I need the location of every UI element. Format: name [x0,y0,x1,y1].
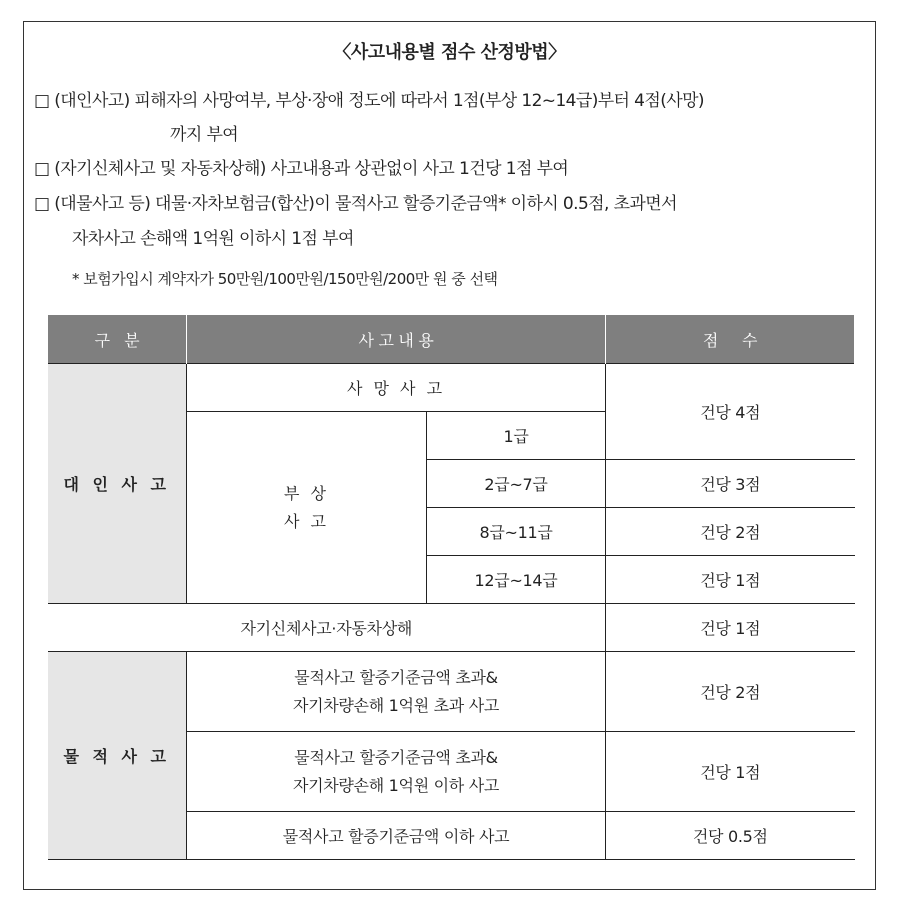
header-category: 구 분 [48,315,187,364]
content-self-injury: 자기신체사고·자동차상해 [48,604,606,652]
content-property-1 [187,652,606,732]
document-frame [23,21,876,890]
paragraph-property-line1: □ (대물사고 등) 대물·자차보험금(합산)이 물적사고 할증기준금액* 이하시 0.5점, 초과면서 [34,194,677,214]
score-property-1: 건당 2점 [606,652,855,732]
document-title: 〈사고내용별 점수 산정방법〉 [333,42,566,63]
content-death: 사 망 사 고 [187,364,606,412]
score-death: 건당 4점 [606,364,855,460]
content-property-2 [187,732,606,812]
injury-label-line2: 사 고 [284,511,329,531]
property-1-line1: 물적사고 할증기준금액 초과& [294,667,498,687]
score-property-2: 건당 1점 [606,732,855,812]
score-grade-12-14: 건당 1점 [606,556,855,604]
property-2-line2: 자기차량손해 1억원 이하 사고 [292,775,500,795]
score-grade-8-11: 건당 2점 [606,508,855,556]
footnote: * 보험가입시 계약자가 50만원/100만원/150만원/200만 원 중 선택 [72,270,498,288]
injury-label-line1: 부 상 [284,483,329,503]
table-header-row [48,315,855,364]
score-table [47,315,855,860]
grade-2-7: 2급~7급 [427,460,606,508]
score-grade-2-7: 건당 3점 [606,460,855,508]
header-content: 사 고 내 용 [187,315,606,364]
table-row [48,364,855,412]
score-self-injury: 건당 1점 [606,604,855,652]
paragraph-personal-line2: 까지 부여 [170,125,239,145]
paragraph-property-line2: 자차사고 손해액 1억원 이하시 1점 부여 [72,229,354,249]
category-property: 물 적 사 고 [48,652,187,860]
content-property-3: 물적사고 할증기준금액 이하 사고 [187,812,606,860]
grade-12-14: 12급~14급 [427,556,606,604]
paragraph-self-injury: □ (자기신체사고 및 자동차상해) 사고내용과 상관없이 사고 1건당 1점 부여 [34,159,569,179]
property-1-line2: 자기차량손해 1억원 초과 사고 [292,695,500,715]
content-injury [187,412,427,604]
paragraph-personal-line1: □ (대인사고) 피해자의 사망여부, 부상·장애 정도에 따라서 1점(부상 12~14급)부터 4점(사망) [34,91,704,111]
table-row [48,604,855,652]
table-row [48,652,855,732]
property-2-line1: 물적사고 할증기준금액 초과& [294,747,498,767]
score-property-3: 건당 0.5점 [606,812,855,860]
grade-8-11: 8급~11급 [427,508,606,556]
category-personal: 대 인 사 고 [48,364,187,604]
grade-1: 1급 [427,412,606,460]
header-score: 점 수 [606,315,855,364]
